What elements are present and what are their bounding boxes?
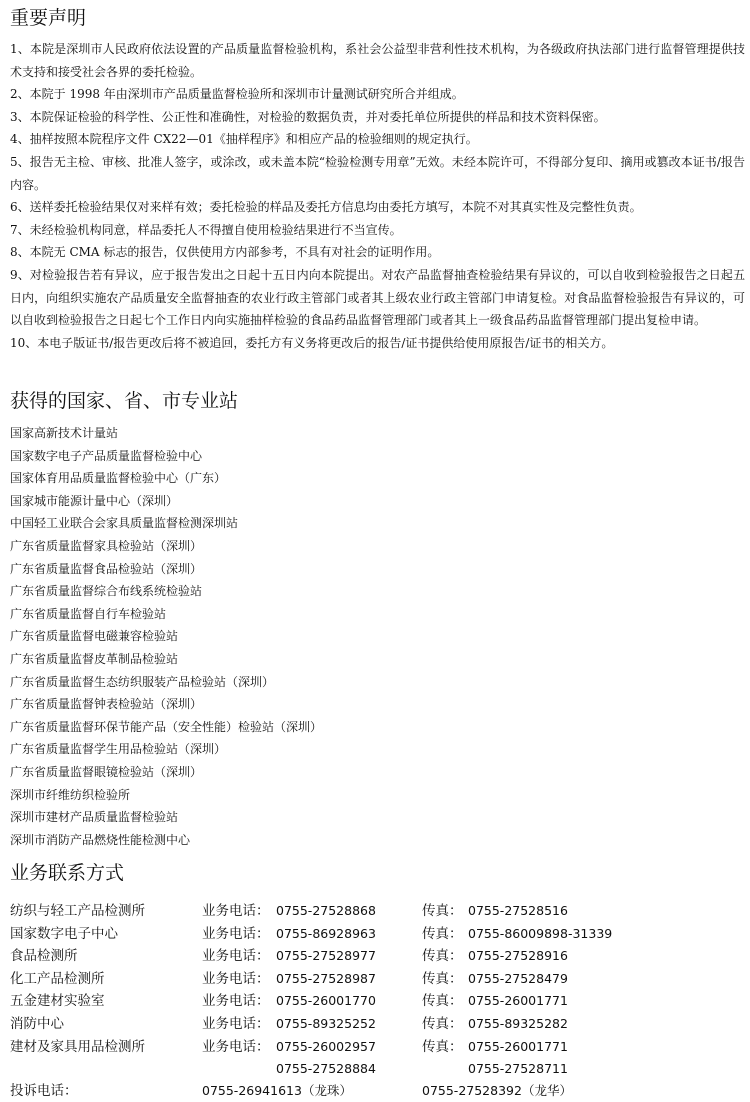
contact-row: [10, 1036, 745, 1059]
station-item: 广东省质量监督自行车检验站: [10, 606, 167, 621]
contact-dept: 建材及家具用品检测所: [10, 1038, 145, 1055]
contact-row: [10, 945, 745, 968]
station-item: 广东省质量监督学生用品检验站（深圳）: [10, 742, 227, 757]
station-list: [10, 422, 322, 851]
notice-item: 1、本院是深圳市人民政府依法设置的产品质量监督检验机构，系社会公益型非营利性技术机构，为各级政府执法部门进行监督管理提供技术支持和接受社会各界的委托检验。: [10, 42, 745, 79]
contact-phone-label: 业务电话：: [202, 903, 270, 919]
notice-list: [10, 38, 745, 354]
contact-fax: 0755-27528516: [468, 903, 568, 918]
contact-dept: 国家数字电子中心: [10, 925, 118, 942]
station-item: 广东省质量监督钟表检验站（深圳）: [10, 697, 203, 712]
station-item: 广东省质量监督食品检验站（深圳）: [10, 561, 203, 576]
contact-dept: 纺织与轻工产品检测所: [10, 903, 145, 919]
stations-title: 获得的国家、省、市专业站: [10, 390, 239, 412]
contact-dept: 化工产品检测所: [10, 970, 105, 987]
contact-row: [10, 923, 745, 946]
contact-fax-label: 传真：: [422, 993, 463, 1010]
contact-phone: 0755-27528987: [276, 970, 376, 986]
notice-item: 5、报告无主检、审核、批准人签字，或涂改，或未盖本院“检验检测专用章”无效。未经本院许可，不得部分复印、摘用或篡改本证书/报告内容。: [10, 154, 745, 192]
station-item: 中国轻工业联合会家具质量监督检测深圳站: [10, 516, 239, 531]
contact-fax-label: 传真：: [422, 970, 463, 987]
contact-fax: 0755-26001771: [468, 1038, 568, 1054]
station-item: 深圳市纤维纺织检验所: [10, 787, 131, 802]
contact-phone: 0755-86928963: [276, 925, 376, 941]
station-item: 国家城市能源计量中心（深圳）: [10, 493, 179, 508]
station-item: 深圳市消防产品燃烧性能检测中心: [10, 832, 191, 847]
notice-item: 4、抽样按照本院程序文件 CX22—01《抽样程序》和相应产品的检验细则的规定执行。: [10, 132, 478, 147]
contact-row: [10, 1058, 745, 1081]
notice-item: 3、本院保证检验的科学性、公正性和准确性，对检验的数据负责，并对委托单位所提供的样品和技术资料保密。: [10, 109, 606, 124]
station-item: 广东省质量监督皮革制品检验站: [10, 651, 179, 666]
contact-fax: 0755-27528479: [468, 970, 568, 986]
contact-phone: 0755-26001770: [276, 993, 376, 1009]
contact-dept: 五金建材实验室: [10, 993, 105, 1010]
contact-row: [10, 1013, 745, 1036]
complaint-label: 投诉电话：: [10, 1083, 78, 1099]
contact-fax-label: 传真：: [422, 1015, 463, 1032]
contact-phone: 0755-27528977: [276, 948, 376, 964]
contact-phone: 0755-27528868: [276, 903, 376, 918]
contact-phone-label: 业务电话：: [202, 970, 270, 987]
contact-phone-label: 业务电话：: [202, 1038, 270, 1055]
contact-fax-label: 传真：: [422, 903, 463, 919]
contact-phone-label: 业务电话：: [202, 993, 270, 1010]
station-item: 国家体育用品质量监督检验中心（广东）: [10, 471, 227, 486]
notice-item: 8、本院无 CMA 标志的报告，仅供使用方内部参考，不具有对社会的证明作用。: [10, 245, 440, 260]
complaint-row: [10, 1080, 745, 1102]
contact-row: [10, 968, 745, 991]
notice-item: 2、本院于 1998 年由深圳市产品质量监督检验所和深圳市计量测试研究所合并组成。: [10, 87, 464, 102]
station-item: 广东省质量监督生态纺织服装产品检验站（深圳）: [10, 674, 275, 689]
station-item: 广东省质量监督环保节能产品（安全性能）检验站（深圳）: [10, 719, 323, 734]
station-item: 广东省质量监督眼镜检验站（深圳）: [10, 764, 203, 779]
contact-fax: 0755-26001771: [468, 993, 568, 1009]
contact-phone: 0755-27528884: [276, 1061, 376, 1077]
contact-fax-label: 传真：: [422, 948, 463, 965]
contact-dept: 食品检测所: [10, 948, 78, 965]
contact-fax: 0755-89325282: [468, 1015, 568, 1031]
station-item: 广东省质量监督综合布线系统检验站: [10, 584, 203, 599]
notice-item: 6、送样委托检验结果仅对来样有效；委托检验的样品及委托方信息均由委托方填写，本院不对其真实性及完整性负责。: [10, 200, 642, 215]
contact-table: [10, 900, 745, 1081]
contact-dept: 消防中心: [10, 1015, 64, 1032]
contact-row: [10, 900, 745, 923]
contact-fax-label: 传真：: [422, 925, 463, 942]
notice-item: 9、对检验报告若有异议，应于报告发出之日起十五日内向本院提出。对农产品监督抽查检验结果有异议的，可以自收到检验报告之日起五日内，向组织实施农产品质量安全监督抽查的农业行政主管部门或者其上级农业行政主管部门申请复检。对食品监督检验报告有异议的，可以自收到检验报告之日起七个工作日内向实施抽样检验的食品药品监督管理部门或者其上一级食品药品监督管理部门提出复检申请。: [10, 267, 745, 328]
notice-title: 重要声明: [10, 7, 87, 29]
station-item: 国家数字电子产品质量监督检验中心: [10, 448, 203, 463]
station-item: 广东省质量监督家具检验站（深圳）: [10, 538, 203, 553]
notice-item: 10、本电子版证书/报告更改后将不被追回，委托方有义务将更改后的报告/证书提供给使用原报告/证书的相关方。: [10, 335, 614, 350]
contact-fax: 0755-27528711: [468, 1061, 568, 1077]
contact-phone-label: 业务电话：: [202, 925, 270, 942]
station-item: 国家高新技术计量站: [10, 426, 119, 440]
station-item: 广东省质量监督电磁兼容检验站: [10, 629, 179, 644]
contact-phone-label: 业务电话：: [202, 948, 270, 965]
complaint-phone-longzhu: 0755-26941613（龙珠）: [202, 1083, 352, 1098]
contacts-title: 业务联系方式: [10, 862, 125, 884]
contact-fax: 0755-86009898-31339: [468, 925, 613, 941]
complaint-phone-longhua: 0755-27528392（龙华）: [422, 1083, 572, 1098]
contact-phone: 0755-89325252: [276, 1015, 376, 1031]
station-item: 深圳市建材产品质量监督检验站: [10, 810, 179, 825]
contact-fax: 0755-27528916: [468, 948, 568, 964]
contact-phone: 0755-26002957: [276, 1038, 376, 1054]
contact-phone-label: 业务电话：: [202, 1015, 270, 1032]
contact-row: [10, 990, 745, 1013]
contact-fax-label: 传真：: [422, 1038, 463, 1055]
notice-item: 7、未经检验机构同意，样品委托人不得擅自使用检验结果进行不当宣传。: [10, 222, 402, 237]
